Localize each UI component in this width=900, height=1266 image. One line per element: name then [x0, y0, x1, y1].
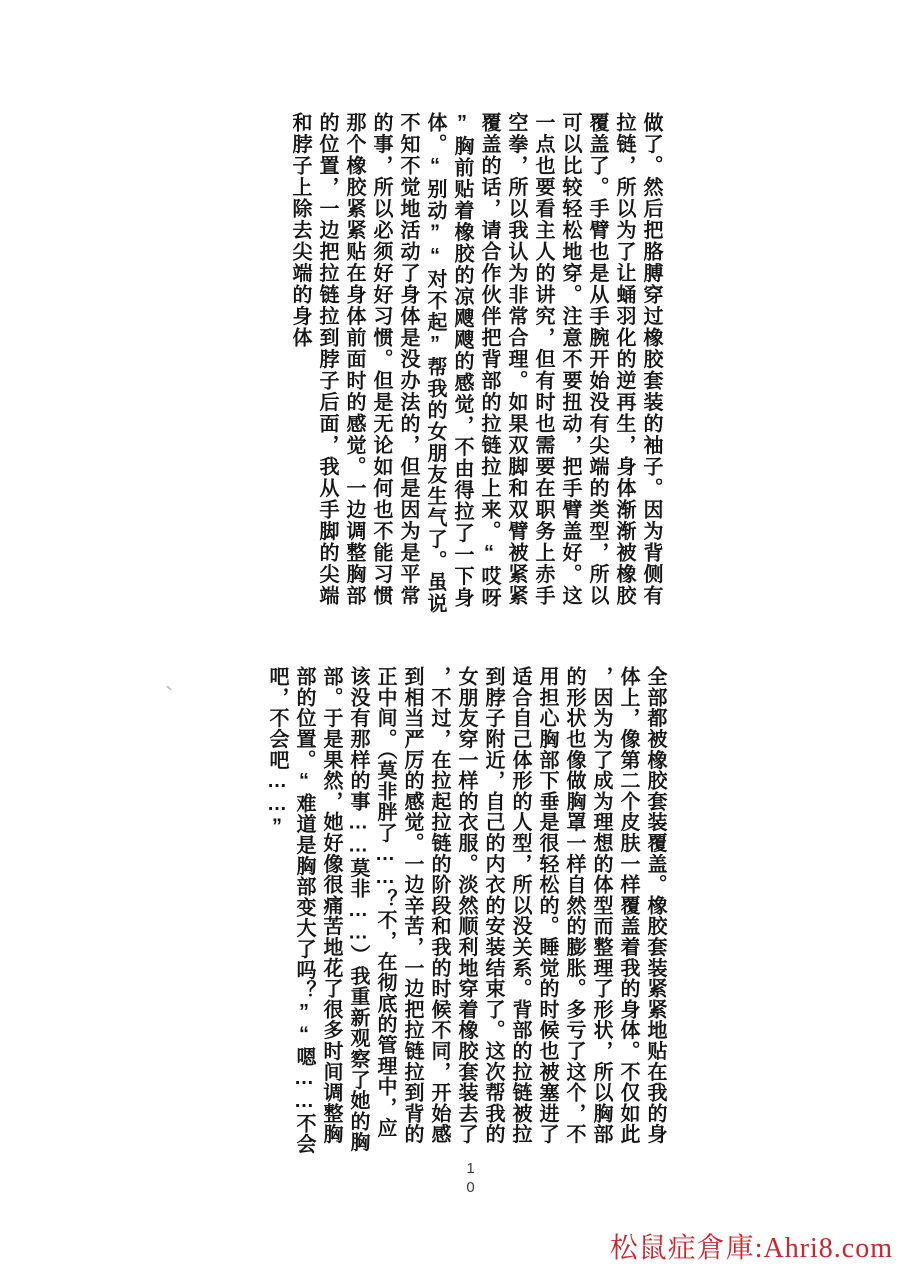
text-column: 女朋友穿一样的衣服。淡然顺利地穿着橡胶套装去了	[455, 666, 477, 1145]
text-column: 拉链，所以为了让蛹羽化的逆再生，身体渐渐被橡胶	[613, 112, 635, 607]
text-column: ，因为为了成为理想的体型而整理了形状，所以胸部	[590, 666, 612, 1145]
text-column: 到脖子附近，自己的内衣的安装结束了。这次帮我的	[482, 666, 504, 1145]
text-column: 和脖子上除去尖端的身体	[289, 112, 311, 349]
text-column: 的位置，一边把拉链拉到脖子后面，我从手脚的尖端	[316, 112, 338, 607]
text-column: 的事，所以必须好好习惯。但是无论如何也不能习惯	[370, 112, 392, 607]
text-column: 的形状也像做胸罩一样自然的膨胀。多亏了这个，不	[563, 666, 585, 1145]
page-number: 10	[462, 1160, 479, 1198]
text-column: 覆盖了。手臂也是从手腕开始没有尖端的类型，所以	[586, 112, 608, 607]
text-column: 适合自己体形的人型，所以没关系。背部的拉链被拉	[509, 666, 531, 1145]
text-column: 那个橡胶紧紧贴在身体前面时的感觉。一边调整胸部	[343, 112, 365, 607]
scan-artifact-speck	[166, 685, 172, 690]
text-column: 覆盖的话，请合作伙伴把背部的拉链拉上来。“哎呀	[478, 112, 500, 609]
text-column: 吧，不会吧……”	[266, 666, 288, 839]
text-column: 体。“别动”“对不起”帮我的女朋友生气了。虽说	[424, 112, 446, 615]
text-column: 可以比较轻松地穿。注意不要扭动，把手臂盖好。这	[559, 112, 581, 607]
text-column: 不知不觉地活动了身体是没办法的，但是因为是平常	[397, 112, 419, 607]
text-block-lower	[263, 666, 668, 1158]
text-column: 到相当严厉的感觉。一边辛苦，一边把拉链拉到背的	[401, 666, 423, 1145]
text-column: 部。于是果然，她好像很痛苦地花了很多时间调整胸	[320, 666, 342, 1145]
text-column: 体上，像第二个皮肤一样覆盖着我的身体。不仅如此	[617, 666, 639, 1145]
watermark-text: 松鼠症倉庫:Ahri8.com	[609, 1233, 893, 1264]
text-column: 做了。然后把胳膊穿过橡胶套装的袖子。因为背侧有	[640, 112, 662, 607]
text-column: 部的位置。“难道是胸部变大了吗？”“嗯……不会	[293, 666, 315, 1155]
text-block-upper	[286, 112, 664, 618]
text-column: 一点也要看主人的讲究，但有时也需要在职务上赤手	[532, 112, 554, 607]
text-column: 正中间。（莫非胖了……？不，在彻底的管理中，应	[374, 666, 396, 1139]
text-column: ”胸前贴着橡胶的凉飕飕的感觉，不由得拉了一下身	[451, 112, 473, 609]
text-column: 用担心胸部下垂是很轻松的。睡觉的时候也被塞进了	[536, 666, 558, 1145]
text-column: 空拳，所以我认为非常合理。如果双脚和双臂被紧紧	[505, 112, 527, 607]
text-column: 该没有那样的事……莫非……）我重新观察了她的胸	[347, 666, 369, 1153]
text-column: 全部都被橡胶套装覆盖。橡胶套装紧紧地贴在我的身	[644, 666, 666, 1145]
text-column: ，不过，在拉起拉链的阶段和我的时候不同，开始感	[428, 666, 450, 1145]
